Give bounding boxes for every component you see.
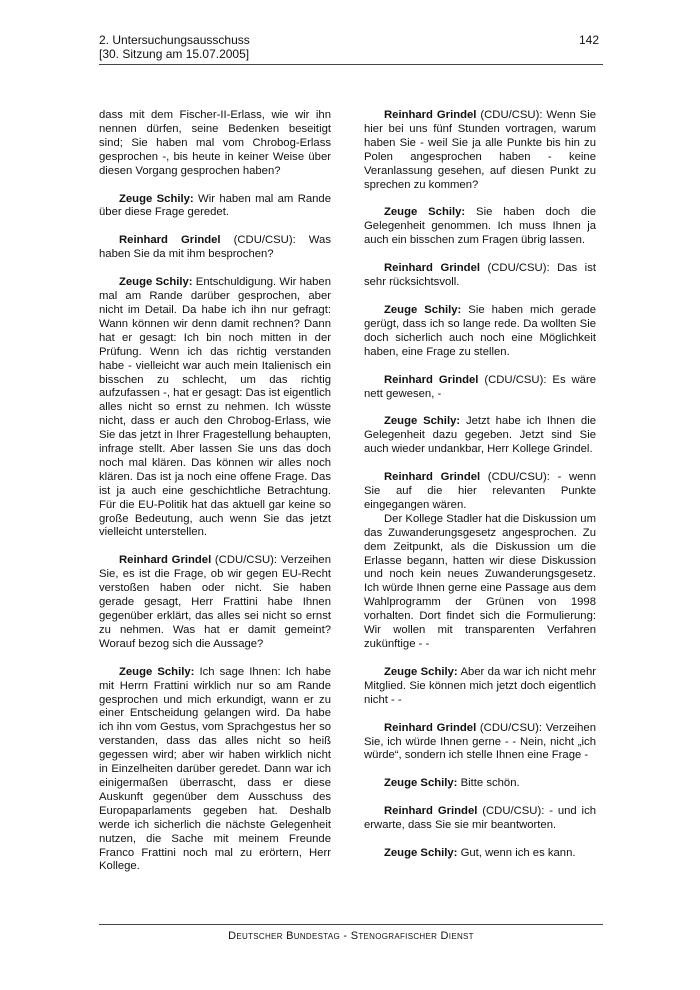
paragraph xyxy=(99,554,331,651)
committee-title: 2. Untersuchungsausschuss xyxy=(99,33,250,47)
speaker-name: Zeuge Schily: xyxy=(384,847,458,860)
paragraph xyxy=(99,193,331,221)
paragraph-text: Sie haben doch die Gelegenheit genommen. Ich muss Ihnen ja auch ein bisschen zum Fragen übrig lassen. xyxy=(364,206,596,247)
paragraph xyxy=(99,234,331,262)
paragraph-text: Bitte schön. xyxy=(457,777,520,790)
speaker-name: Reinhard Grindel xyxy=(119,554,212,567)
paragraph xyxy=(364,666,596,708)
paragraph xyxy=(364,206,596,248)
speaker-name: Zeuge Schily: xyxy=(384,415,461,428)
paragraph-text: Jetzt habe ich Ihnen die Gelegenheit dazu gegeben. Jetzt sind Sie auch wieder undankbar, Herr Kollege Grindel. xyxy=(364,415,597,456)
paragraph xyxy=(364,805,596,833)
paragraph-text: dass mit dem Fischer-II-Erlass, wie wir ihn nennen dürfen, seine Bedenken beseitigt sind; Sie haben mal vom Chrobog-Erlass gesprochen -, bis heute in keiner Weise über diesen Vorgang gesprochen haben? xyxy=(99,109,331,177)
speaker-name: Reinhard Grindel xyxy=(384,721,477,734)
paragraph-text: Ich sage Ihnen: Ich habe mit Herrn Frattini wirklich nur so am Rande gesprochen und mich erkundigt, wann er zu einer Entscheidung gelangen wird. Da habe ich ihn vom Gestus, vom Sprachgestus her so verstanden, dass das alles nicht so heiß gegessen wird; aber wir haben wirklich nicht in Einzelheiten darüber geredet. Dann war ich einigermaßen überrascht, dass er diese Auskunft gegenüber dem Ausschuss des Europaparlaments gegeben hat. Deshalb werde ich sicherlich die nächste Gelegenheit nutzen, die Sache mit meinem Freunde Franco Frattini noch mal zu erörtern, Herr Kollege. xyxy=(99,665,332,873)
paragraph xyxy=(364,374,596,402)
speaker-name: Zeuge Schily: xyxy=(119,276,193,289)
speaker-name: Zeuge Schily: xyxy=(119,665,195,678)
footer-text: Deutscher Bundestag - Stenografischer Dienst xyxy=(228,930,474,942)
speaker-name: Zeuge Schily: xyxy=(384,665,458,678)
paragraph xyxy=(364,847,596,861)
paragraph-text: (CDU/CSU): Wenn Sie hier bei uns fünf Stunden vortragen, warum haben Sie - weil Sie ja alle Punkte bis hin zu Polen angesprochen haben - keine Veranlassung gesehen, auf diesen Punkt zu sprechen zu kommen? xyxy=(364,109,596,191)
paragraph-text: (CDU/CSU): Das ist sehr rücksichtsvoll. xyxy=(364,262,596,289)
paragraph xyxy=(364,109,596,192)
paragraph-text: Sie haben mich gerade gerügt, dass ich so lange rede. Da wollten Sie doch sicherlich auch noch eine Möglichkeit haben, eine Frage zu stellen. xyxy=(364,303,596,358)
speaker-name: Reinhard Grindel xyxy=(119,234,221,247)
speaker-name: Zeuge Schily: xyxy=(384,206,466,219)
speaker-name: Zeuge Schily: xyxy=(384,777,458,790)
paragraph-text: (CDU/CSU): Verzeihen Sie, es ist die Frage, ob wir gegen EU-Recht verstoßen haben oder nicht. Sie haben gerade gesagt, Herr Frattini habe Ihnen gegenüber erklärt, das alles sei nicht so ernst zu nehmen. Was hat er damit gemeint? Worauf bezog sich die Aussage? xyxy=(99,554,331,650)
paragraph xyxy=(99,276,331,540)
speaker-name: Reinhard Grindel xyxy=(384,109,477,121)
speaker-name: Reinhard Grindel xyxy=(384,805,478,818)
paragraph-text: (CDU/CSU): Verzeihen Sie, ich würde Ihnen gerne - - Nein, nicht „ich würde“, sondern ich stelle Ihnen eine Frage - xyxy=(364,721,596,762)
session-info: [30. Sitzung am 15.07.2005] xyxy=(99,47,250,61)
paragraph xyxy=(364,471,596,513)
footer-rule xyxy=(99,924,603,925)
paragraph xyxy=(364,415,596,457)
speaker-name: Reinhard Grindel xyxy=(384,373,479,386)
paragraph xyxy=(364,262,596,290)
speaker-name: Reinhard Grindel xyxy=(384,471,481,484)
speaker-name: Zeuge Schily: xyxy=(119,192,194,205)
paragraph-text: (CDU/CSU): - wenn Sie auf die hier relevanten Punkte eingegangen wären. xyxy=(364,471,596,511)
left-column xyxy=(99,109,331,888)
paragraph-text: Wir haben mal am Rande über diese Frage geredet. xyxy=(99,192,331,219)
paragraph-text: (CDU/CSU): Es wäre nett gewesen, - xyxy=(364,373,596,400)
paragraph-text: Aber da war ich nicht mehr Mitglied. Sie können mich jetzt doch eigentlich nicht - - xyxy=(364,665,596,706)
paragraph xyxy=(99,109,331,179)
speaker-name: Zeuge Schily: xyxy=(384,303,462,316)
paragraph xyxy=(99,666,331,875)
paragraph-text: (CDU/CSU): Was haben Sie da mit ihm besprochen? xyxy=(99,234,331,261)
paragraph-text: Gut, wenn ich es kann. xyxy=(457,847,576,860)
running-header xyxy=(99,33,250,61)
paragraph-text: (CDU/CSU): - und ich erwarte, dass Sie sie mir beantworten. xyxy=(364,805,596,832)
paragraph xyxy=(364,722,596,764)
paragraph xyxy=(364,304,596,360)
right-column xyxy=(364,109,596,875)
header-rule xyxy=(99,64,603,65)
paragraph-text: Entschuldigung. Wir haben mal am Rande darüber gesprochen, aber nicht im Detail. Da habe ich ihn nur gefragt: Wann können wir denn damit rechnen? Dann hat er gesagt: Ich bin noch mitten in der Prüfung. Wenn ich das richtig verstanden habe - vielleicht war auch mein Italienisch ein bisschen zu schlecht, um das richtig aufzufassen -, hat er gesagt: Das ist eigentlich alles nicht so ernst zu nehmen. Ich wüsste nicht, dass er auch den Chrobog-Erlass, wie Sie das jetzt in Ihrer Fragestellung behaupten, infrage stellt. Aber lassen Sie uns das doch noch mal klären. Das können wir alles noch klären. Das ist ja noch eine offene Frage. Das ist ja auch eine geschichtliche Betrachtung. Für die EU-Politik hat das aktuell gar keine so große Bedeutung, auch wenn Sie das jetzt vielleicht unterstellen. xyxy=(99,276,331,539)
paragraph xyxy=(364,777,596,791)
speaker-name: Reinhard Grindel xyxy=(384,262,480,275)
paragraph-text: Der Kollege Stadler hat die Diskussion um das Zuwanderungsgesetz angesprochen. Zu dem Zeitpunkt, als die Diskussion um die Erlasse begann, hatten wir diese Diskussion und noch kein neues Zuwanderungsgesetz. Ich würde Ihnen gerne eine Passage aus dem Wahlprogramm der Grünen von 1998 vorhalten. Dort findet sich die Formulierung: Wir wollen mit transparenten Verfahren zukünftige - - xyxy=(364,512,596,650)
paragraph xyxy=(364,513,596,652)
page-number: 142 xyxy=(579,33,600,47)
